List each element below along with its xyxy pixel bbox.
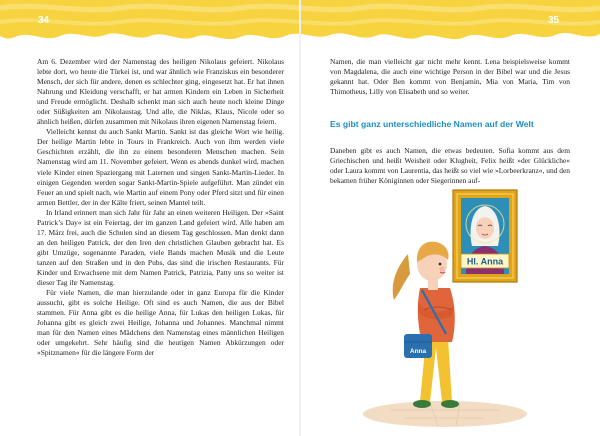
page-number-left: 34 — [38, 15, 50, 26]
paragraph-heilige: Für viele Namen, die man hierzulande oder in ganz Europa für die Kinder aussucht, gibt es solche Heilige. Oft sind es auch Namen, die aus der Bibel stammen. Für Anna gibt es die heilige Anna, für Lukas den heiligen Lukas, für Johanna gibt es gleich zwei Heilige, Johanna und Johannes. Manchmal nimmt man für den Namen eines Mädchens den Namenstag eines männlichen Heiligen oder umgekehrt. Sehr häufig sind die heutigen Namen Abkürzungen oder »Spitznamen« für die längere Form der — [37, 288, 284, 358]
painting — [453, 190, 517, 282]
paragraph-martin: Vielleicht kennst du auch Sankt Martin. Sankt ist das gleiche Wort wie heilig. Der heilige Martin lebte in Tours in Frankreich. Auch von ihm werden viele Geschichten erzählt, die ihn zu einem besonderen Menschen machen. Sein Namenstag wird am 11. November gefeiert. Wenn es abends dunkel wird, machen viele Kinder einen Spaziergang mit Laternen und singen Sankt-Martin-Lieder. In einigen Gegenden werden sogar Sankt-Martin-Spiele aufgeführt. Man zündet ein Feuer an und spielt nach, wie Martin auf einem Pony oder Pferd sitzt und für einen armen Bettler, der in der Kälte friert, seinen Mantel teilt. — [37, 127, 284, 207]
girl-at-painting-illustration — [360, 188, 560, 428]
page-gutter — [299, 0, 301, 436]
page-number-right: 35 — [548, 15, 560, 26]
bag-label: Anna — [409, 348, 427, 355]
paragraph-patrick: In Irland erinnert man sich Jahr für Jahr an einen weiteren Heiligen. Der »Saint Patrick’s Day« ist ein Feiertag, der im ganzen Land gefeiert wird. Alle haben am 17. März frei, auch die Schulen sind an diesem Tag geschlossen. Man denkt dann an den heiligen Patrick, der den Iren den christlichen Glauben gebracht hat. Es gibt Umzüge, sogenannte Paraden, viele Bands machen Musik und die Leute tanzen auf den Straßen und in den Pubs, das sind die irischen Restaurants. Für Kinder und Erwachsene mit dem Namen Patrick, Patrizia, Patty uns so weiter ist dieser Tag ihr Namenstag. — [37, 207, 284, 288]
girl-shoe-left — [413, 400, 431, 408]
painting-label: Hl. Anna — [466, 256, 504, 267]
section-heading: Es gibt ganz unterschiedliche Namen auf der Welt — [330, 119, 534, 129]
paragraph-bedeutung: Daneben gibt es auch Namen, die etwas bedeuten. Sofia kommt aus dem Griechischen und heißt Weisheit oder Klugheit, Felix heißt »der Glückliche« oder Laura kommt von Laurentia, das heißt so viel wie »Lorbeerkranz«, und den bekamen früher Königinnen oder Siegerinnen auf- — [330, 146, 570, 186]
right-page-intro — [330, 57, 570, 97]
right-page-body — [330, 146, 570, 186]
paragraph-nikolaus: Am 6. Dezember wird der Namenstag des heiligen Nikolaus gefeiert. Nikolaus lebte dort, wo heute die Türkei ist, und war ähnlich wie Franziskus ein besonderer Mensch, der sich für andere, denen es schlechter ging, eingesetzt hat. Er hat ihnen Nahrung und Kleidung verschafft, er hat armen Kindern ein Leben in Sicherheit und Freude ermöglicht. Deshalb schenkt man sich auch heute noch kleine Dinge oder Süßigkeiten am Nikolaustag. Und alle, die Niklas, Klaus, Nicole oder so ähnlich heißen, dürfen zusammen mit Nikolaus ihren eigenen Namenstag feiern. — [37, 57, 284, 127]
girl-shoe-right — [441, 400, 459, 408]
left-page-text — [37, 57, 284, 358]
paragraph-namen-kurzformen: Namen, die man vielleicht gar nicht mehr kennt. Lena beispielsweise kommt von Magdalena, die auch eine wichtige Person in der Bibel war und die Jesus gekannt hat. Oder Ben kommt von Benjamin, Mia von Maria, Tim von Thimotheus, Lilly von Elisabeth und so weiter. — [330, 57, 570, 97]
girl-figure — [393, 242, 459, 408]
